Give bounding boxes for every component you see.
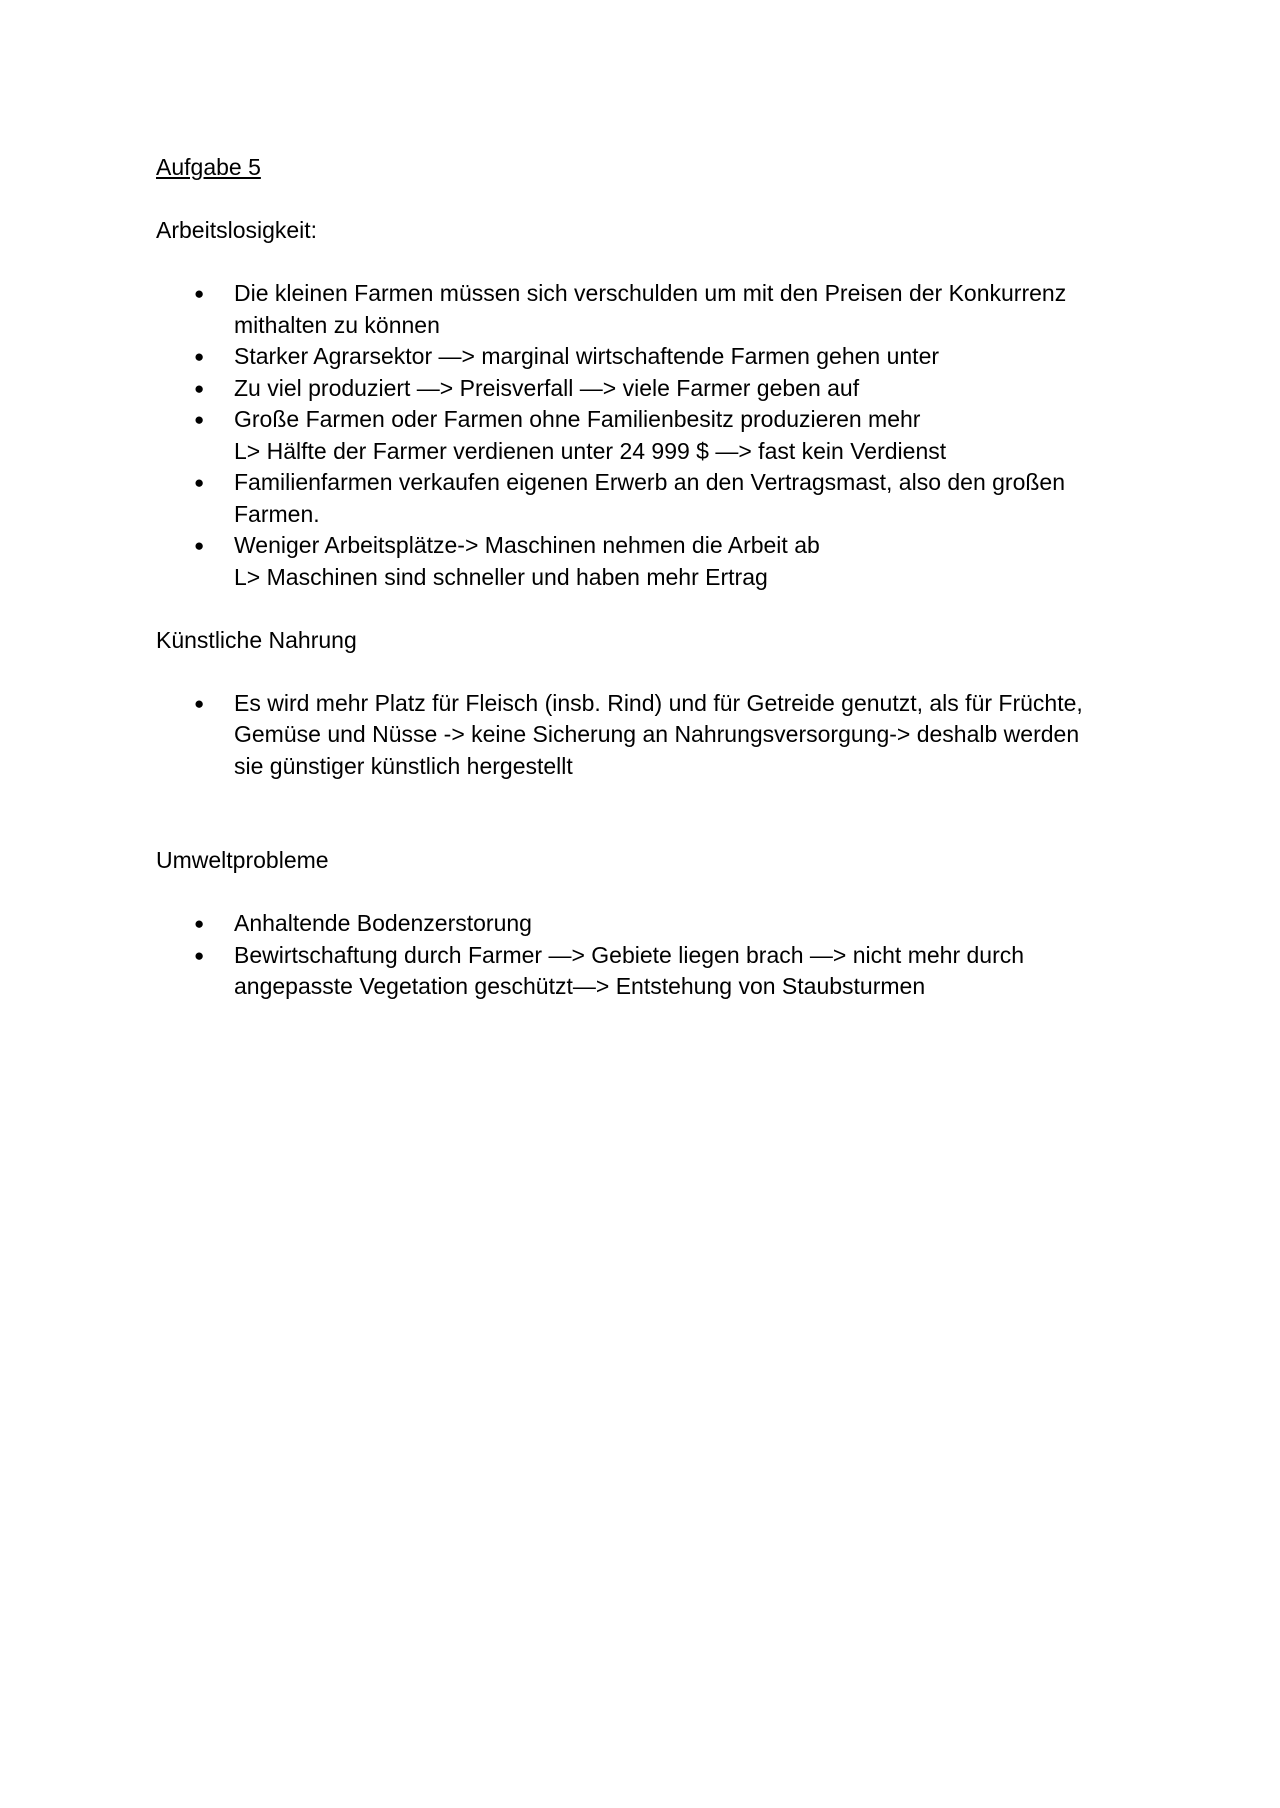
spacer (156, 593, 1116, 625)
list-item-line: Gemüse und Nüsse -> keine Sicherung an Nahrungsversorgung-> deshalb werden (234, 721, 1080, 747)
list-item-line: Familienfarmen verkaufen eigenen Erwerb an den Vertragsmast, also den großen (234, 469, 1066, 495)
list-item-line: Zu viel produziert —> Preisverfall —> viele Farmer geben auf (234, 374, 860, 401)
list-item (156, 467, 1116, 530)
bullet-icon: ● (194, 473, 205, 492)
list-item-line: mithalten zu können (234, 311, 440, 338)
spacer (156, 656, 1116, 688)
section-heading: Künstliche Nahrung (156, 626, 357, 653)
section-heading: Arbeitslosigkeit: (156, 217, 318, 243)
list-item (156, 530, 1116, 593)
list-item-line: angepasste Vegetation geschützt—> Entstehung von Staubsturmen (234, 973, 926, 999)
document-page (156, 152, 1116, 1003)
sections-container (156, 215, 1116, 1003)
list-item-line: Starker Agrarsektor —> marginal wirtschaftende Farmen gehen unter (234, 343, 940, 369)
list-item-line: Farmen. (234, 500, 320, 527)
document-title: Aufgabe 5 (156, 154, 261, 180)
list-item (156, 940, 1116, 1003)
list-item-line: Anhaltende Bodenzerstorung (234, 910, 532, 936)
list-item (156, 404, 1116, 467)
spacer (156, 877, 1116, 909)
spacer (156, 782, 1116, 845)
bullet-icon: ● (194, 693, 205, 713)
bullet-icon: ● (194, 410, 205, 429)
bullet-icon: ● (194, 378, 205, 398)
list-item-line: L> Maschinen sind schneller und haben mehr Ertrag (234, 563, 768, 590)
list-item-line: Die kleinen Farmen müssen sich verschulden um mit den Preisen der Konkurrenz (234, 280, 1067, 306)
list-item (156, 908, 1116, 940)
spacer (156, 247, 1116, 279)
list-item (156, 373, 1116, 405)
list-item-line: sie günstiger künstlich hergestellt (234, 752, 573, 779)
bullet-list (156, 908, 1116, 1003)
list-item-line: Große Farmen oder Farmen ohne Familienbesitz produzieren mehr (234, 406, 921, 432)
bullet-icon: ● (194, 945, 205, 965)
list-item (156, 341, 1116, 373)
bullet-list (156, 688, 1116, 783)
list-item (156, 278, 1116, 341)
bullet-list (156, 278, 1116, 593)
section-heading: Umweltprobleme (156, 847, 329, 873)
bullet-icon: ● (194, 914, 205, 933)
list-item-line: Bewirtschaftung durch Farmer —> Gebiete liegen brach —> nicht mehr durch (234, 941, 1025, 968)
spacer (156, 184, 1116, 216)
list-item (156, 688, 1116, 783)
bullet-icon: ● (194, 284, 205, 303)
list-item-line: L> Hälfte der Farmer verdienen unter 24 999 $ —> fast kein Verdienst (234, 437, 947, 464)
bullet-icon: ● (194, 536, 205, 555)
list-item-line: Weniger Arbeitsplätze-> Maschinen nehmen die Arbeit ab (234, 532, 820, 558)
bullet-icon: ● (194, 347, 205, 366)
list-item-line: Es wird mehr Platz für Fleisch (insb. Rind) und für Getreide genutzt, als für Früchte, (234, 689, 1083, 716)
